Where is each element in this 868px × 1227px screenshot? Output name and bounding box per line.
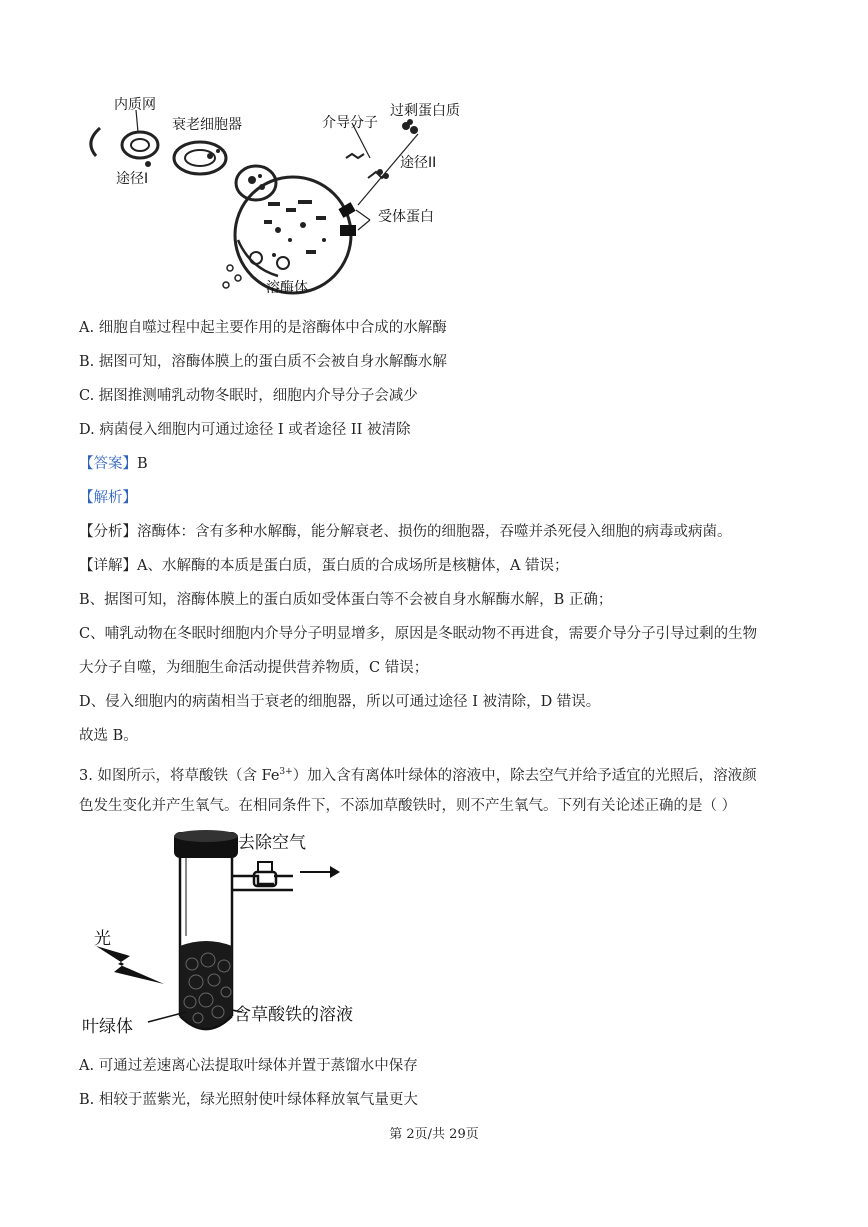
q2-xiangjie <box>79 556 569 576</box>
label-remove-air: 去除空气 <box>238 833 306 853</box>
fenxi-text: 溶酶体：含有多种水解酶，能分解衰老、损伤的细胞器，吞噬并杀死侵入细胞的病毒或病菌。 <box>137 524 732 540</box>
label-lysosome: 溶酶体 <box>266 280 308 296</box>
autophagy-diagram <box>78 90 498 300</box>
label-receptor: 受体蛋白 <box>378 209 434 225</box>
answer-value: B <box>137 456 148 472</box>
q3-option-b: B. 相较于蓝紫光，绿光照射使叶绿体释放氧气量更大 <box>79 1092 418 1108</box>
q2-answer <box>79 454 148 474</box>
fenxi-tag: 【分析】 <box>79 524 137 540</box>
label-aging-organelle: 衰老细胞器 <box>172 117 242 133</box>
page-footer: 第 2页/共 29页 <box>389 1127 479 1142</box>
xiangjie-line-2: B、据图可知，溶酶体膜上的蛋白质如受体蛋白等不会被自身水解酶水解，B 正确； <box>79 592 613 608</box>
xiangjie-line-6: 故选 B。 <box>79 728 138 744</box>
figure-autophagy <box>78 90 498 300</box>
label-light: 光 <box>94 929 111 949</box>
q3-stem-line-1 <box>79 762 757 786</box>
label-mediator: 介导分子 <box>322 115 378 131</box>
q2-fenxi <box>79 522 732 542</box>
label-solution: 含草酸铁的溶液 <box>234 1005 353 1025</box>
answer-tag: 【答案】 <box>79 456 137 472</box>
xiangjie-tag: 【详解】 <box>79 558 137 574</box>
q3-stem-part-a: 3. 如图所示，将草酸铁（含 Fe <box>79 767 280 784</box>
label-chloroplast: 叶绿体 <box>82 1017 133 1037</box>
label-path1: 途径I <box>116 171 149 187</box>
label-excess-protein: 过剩蛋白质 <box>390 103 460 119</box>
q3-stem-part-b: ）加入含有离体叶绿体的溶液中，除去空气并给予适宜的光照后，溶液颜 <box>292 767 757 784</box>
q3-option-a: A. 可通过差速离心法提取叶绿体并置于蒸馏水中保存 <box>79 1058 418 1074</box>
xiangjie-line-1: A、水解酶的本质是蛋白质，蛋白质的合成场所是核糖体，A 错误； <box>137 558 569 574</box>
analysis-tag: 【解析】 <box>79 490 137 506</box>
xiangjie-line-4: 大分子自噬，为细胞生命活动提供营养物质，C 错误； <box>79 660 429 676</box>
q2-option-d: D. 病菌侵入细胞内可通过途径 I 或者途径 II 被清除 <box>79 422 411 438</box>
q2-option-a: A. 细胞自噬过程中起主要作用的是溶酶体中合成的水解酶 <box>79 320 447 336</box>
q3-stem-line-2: 色发生变化并产生氧气。在相同条件下，不添加草酸铁时，则不产生氧气。下列有关论述正确的是（ ） <box>79 798 737 814</box>
xiangjie-line-5: D、侵入细胞内的病菌相当于衰老的细胞器，所以可通过途径 I 被清除，D 错误。 <box>79 694 601 710</box>
figure-test-tube <box>78 826 398 1046</box>
q2-option-b: B. 据图可知，溶酶体膜上的蛋白质不会被自身水解酶水解 <box>79 354 447 370</box>
label-er: 内质网 <box>114 97 156 113</box>
q2-analysis-heading <box>79 488 137 508</box>
label-path2: 途径II <box>400 155 437 171</box>
q3-stem-sup: 3+ <box>279 767 293 777</box>
xiangjie-line-3: C、哺乳动物在冬眠时细胞内介导分子明显增多，原因是冬眠动物不再进食，需要介导分子引导过剩的生物 <box>79 626 758 642</box>
q2-option-c: C. 据图推测哺乳动物冬眠时，细胞内介导分子会减少 <box>79 388 418 404</box>
